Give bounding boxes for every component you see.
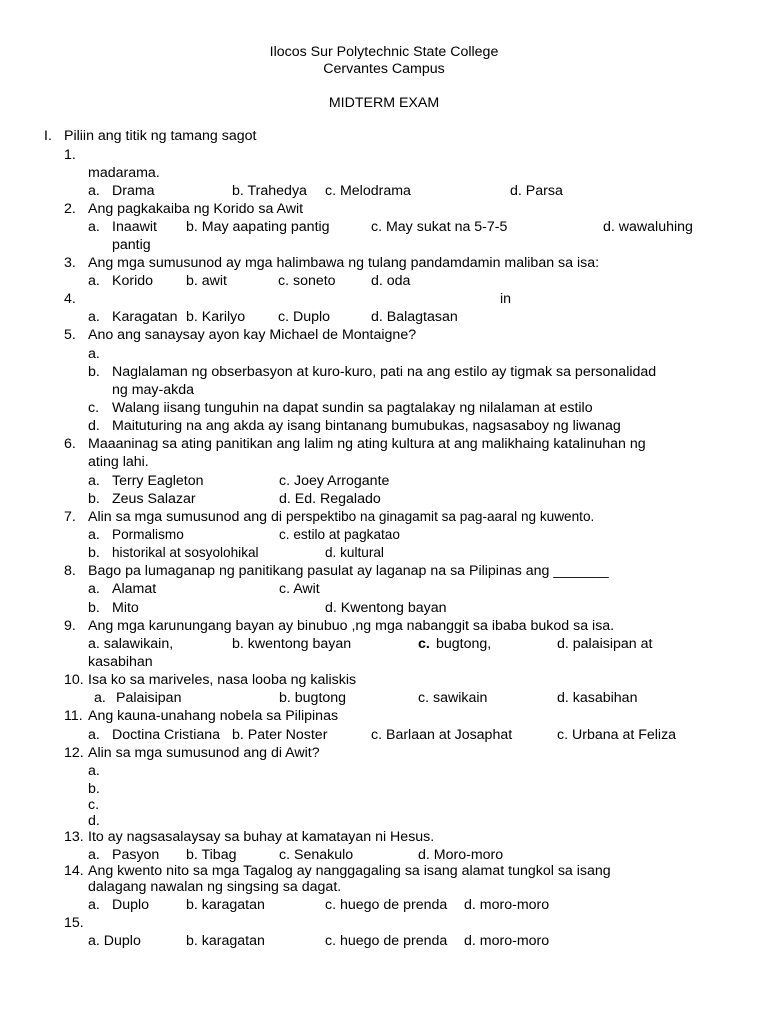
option-text: b. Karilyo bbox=[186, 309, 246, 325]
option-text: a. Duplo bbox=[88, 933, 141, 949]
option-text: c. huego de prenda bbox=[325, 897, 448, 913]
option-letter: a. bbox=[94, 690, 106, 706]
question-number: 13. bbox=[64, 829, 84, 845]
option-letter: c. bbox=[418, 636, 430, 652]
option-text: Zeus Salazar bbox=[112, 491, 196, 507]
option-text: Doctina Cristiana bbox=[112, 727, 221, 743]
option-continuation: ng may-akda bbox=[112, 382, 195, 398]
option-text: Terry Eagleton bbox=[112, 473, 204, 489]
question-number: 2. bbox=[64, 201, 76, 217]
option-text: bugtong, bbox=[436, 636, 492, 652]
option-letter: d. bbox=[88, 418, 100, 434]
option-letter: a. bbox=[88, 727, 100, 743]
option-text: c. Duplo bbox=[278, 309, 331, 325]
option-text: b. awit bbox=[186, 273, 228, 289]
option-text: b. May aapating pantig bbox=[186, 219, 330, 235]
school-name: Ilocos Sur Polytechnic State College bbox=[269, 44, 499, 60]
option-text: c. soneto bbox=[278, 273, 336, 289]
question-text: Alin sa mga sumusunod ang di Awit? bbox=[88, 745, 320, 761]
option-letter: b. bbox=[88, 364, 100, 380]
option-text: Karagatan bbox=[112, 309, 178, 325]
section-instruction: Piliin ang titik ng tamang sagot bbox=[64, 128, 257, 144]
option-text: Inaawit bbox=[112, 219, 157, 235]
option-letter: a. bbox=[88, 183, 100, 199]
option-text: b. kwentong bayan bbox=[232, 636, 352, 652]
question-text: Ang mga karunungang bayan ay binubuo ,ng mga nabanggit sa ibaba bukod sa isa. bbox=[88, 618, 615, 634]
question-number: 4. bbox=[64, 291, 76, 307]
option-text: d. kultural bbox=[325, 545, 384, 560]
option-letter: c. bbox=[88, 797, 100, 813]
question-number: 9. bbox=[64, 618, 76, 634]
option-text: b. karagatan bbox=[186, 897, 265, 913]
option-text: c. huego de prenda bbox=[325, 933, 448, 949]
option-text: Pasyon bbox=[112, 847, 160, 863]
option-text: Mito bbox=[112, 600, 139, 616]
option-text: d. wawaluhing bbox=[603, 219, 693, 235]
option-text: b. Tibag bbox=[186, 847, 237, 863]
question-number: 14. bbox=[64, 863, 84, 879]
question-number: 15. bbox=[64, 915, 84, 931]
option-text: Maituturing na ang akda ay isang bintanang bumubukas, nagsasaboy ng liwanag bbox=[112, 418, 621, 434]
option-letter: b. bbox=[88, 600, 100, 616]
question-number: 12. bbox=[64, 745, 84, 761]
option-text: c. Joey Arrogante bbox=[279, 473, 390, 489]
option-text: d. palaisipan at bbox=[557, 636, 653, 652]
option-letter: a. bbox=[88, 273, 100, 289]
option-text: b. Trahedya bbox=[232, 183, 307, 199]
question-text: Maaaninag sa ating panitikan ang lalim ng ating kultura at ang malikhaing katalinuhan ng bbox=[88, 436, 646, 452]
option-text: Pormalismo bbox=[112, 527, 184, 542]
question-text: Ang pagkakaiba ng Korido sa Awit bbox=[88, 201, 304, 217]
option-letter: a. bbox=[88, 897, 100, 913]
question-text: Ano ang sanaysay ayon kay Michael de Montaigne? bbox=[88, 327, 417, 343]
question-number: 7. bbox=[64, 509, 76, 525]
option-letter: a. bbox=[88, 346, 100, 362]
option-text: Palaisipan bbox=[116, 690, 182, 706]
option-letter: a. bbox=[88, 309, 100, 325]
option-letter: a. bbox=[88, 473, 100, 489]
option-text: a. salawikain, bbox=[88, 636, 174, 652]
option-letter: b. bbox=[88, 491, 100, 507]
option-text: c. Senakulo bbox=[279, 847, 354, 863]
question-number: 3. bbox=[64, 255, 76, 271]
question-text: in bbox=[500, 291, 512, 307]
question-text: Ang kauna-unahang nobela sa Pilipinas bbox=[88, 708, 339, 724]
question-text-cont: ating lahi. bbox=[88, 454, 149, 470]
question-text-cont: dalagang nawalan ng singsing sa dagat. bbox=[88, 879, 342, 895]
option-text: d. Moro-moro bbox=[418, 847, 504, 863]
option-text: d. Balagtasan bbox=[371, 309, 458, 325]
option-text: historikal at sosyolohikal bbox=[112, 545, 259, 560]
option-text: d. Ed. Regalado bbox=[279, 491, 381, 507]
option-text: Walang iisang tunguhin na dapat sundin sa pagtalakay ng nilalaman at estilo bbox=[112, 400, 593, 416]
option-letter: d. bbox=[88, 813, 100, 829]
question-text-b: perspektibo na ginagamit sa pag-aaral ng kuwento. bbox=[285, 509, 595, 524]
question-text: Isa ko sa mariveles, nasa looba ng kaliskis bbox=[88, 672, 357, 688]
question-number: 5. bbox=[64, 327, 76, 343]
option-text: b. Pater Noster bbox=[232, 727, 328, 743]
question-text: Ang kwento nito sa mga Tagalog ay nanggagaling sa isang alamat tungkol sa isang bbox=[88, 863, 611, 879]
question-number: 10. bbox=[64, 672, 84, 688]
option-text: c. Melodrama bbox=[325, 183, 411, 199]
option-text: d. kasabihan bbox=[557, 690, 638, 706]
option-continuation: pantig bbox=[112, 237, 151, 253]
question-number: 8. bbox=[64, 563, 76, 579]
option-text: d. Kwentong bayan bbox=[325, 600, 447, 616]
option-letter: a. bbox=[88, 527, 100, 543]
option-text: b. karagatan bbox=[186, 933, 265, 949]
option-continuation: kasabihan bbox=[88, 654, 153, 670]
option-text: d. moro-moro bbox=[464, 933, 550, 949]
question-text bbox=[88, 508, 594, 526]
question-text: Ito ay nagsasalaysay sa buhay at kamatayan ni Hesus. bbox=[88, 829, 435, 845]
option-text: c. estilo at pagkatao bbox=[279, 527, 400, 542]
option-text: Drama bbox=[112, 183, 155, 199]
option-text: c. Awit bbox=[279, 581, 320, 597]
option-letter: c. bbox=[88, 400, 100, 416]
option-text: c. Barlaan at Josaphat bbox=[371, 727, 513, 743]
option-text: c. Urbana at Feliza bbox=[557, 727, 677, 743]
question-text-a: Alin sa mga sumusunod ang di bbox=[88, 509, 286, 525]
option-text: Korido bbox=[112, 273, 154, 289]
campus-name: Cervantes Campus bbox=[323, 61, 445, 77]
option-letter: a. bbox=[88, 581, 100, 597]
option-text: Alamat bbox=[112, 581, 157, 597]
option-text: b. bugtong bbox=[279, 690, 347, 706]
question-text: Ang mga sumusunod ay mga halimbawa ng tulang pandamdamin maliban sa isa: bbox=[88, 255, 600, 271]
option-letter: b. bbox=[88, 781, 100, 797]
question-continuation: madarama. bbox=[88, 165, 160, 181]
option-letter: a. bbox=[88, 763, 100, 779]
question-text: Bago pa lumaganap ng panitikang pasulat ay laganap na sa Pilipinas ang _______ bbox=[88, 563, 609, 579]
option-text: d. moro-moro bbox=[464, 897, 550, 913]
exam-title: MIDTERM EXAM bbox=[328, 95, 440, 111]
option-text: d. Parsa bbox=[510, 183, 563, 199]
question-number: 1. bbox=[64, 147, 76, 163]
option-letter: a. bbox=[88, 847, 100, 863]
option-letter: b. bbox=[88, 545, 100, 561]
option-text: Naglalaman ng obserbasyon at kuro-kuro, pati na ang estilo ay tigmak sa personalidad bbox=[112, 364, 657, 380]
section-number: I. bbox=[44, 128, 52, 144]
question-number: 6. bbox=[64, 436, 76, 452]
option-letter: a. bbox=[88, 219, 100, 235]
option-text: d. oda bbox=[371, 273, 411, 289]
question-number: 11. bbox=[64, 708, 83, 724]
option-text: Duplo bbox=[112, 897, 150, 913]
option-text: c. May sukat na 5-7-5 bbox=[371, 219, 508, 235]
option-text: c. sawikain bbox=[418, 690, 488, 706]
